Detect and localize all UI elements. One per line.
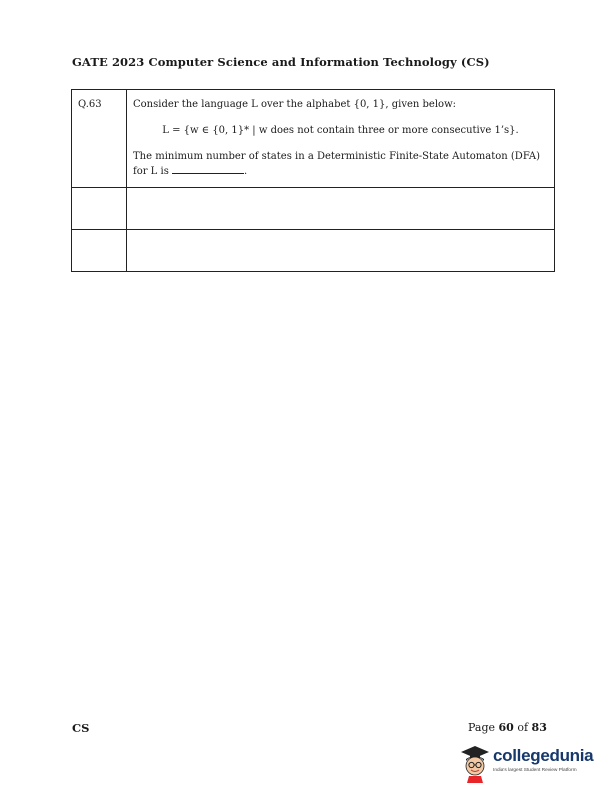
- question-prompt-suffix: .: [244, 166, 248, 177]
- language-definition: L = {w ∈ {0, 1}* | w does not contain three or more consecutive 1’s}.: [162, 125, 519, 136]
- page-of: of: [517, 721, 529, 734]
- question-prompt-prefix: for L is: [133, 166, 169, 177]
- mascot-logo-icon: [457, 743, 493, 783]
- footer-paper-code: CS: [72, 721, 90, 735]
- question-body: [127, 90, 555, 188]
- question-prompt-line1: The minimum number of states in a Deterministic Finite-State Automaton (DFA): [133, 151, 541, 162]
- empty-cell: [127, 188, 555, 230]
- empty-cell: [72, 230, 127, 272]
- logo-wordmark: collegedunia: [493, 746, 594, 765]
- question-table: [71, 89, 555, 272]
- empty-cell: [127, 230, 555, 272]
- page-header-title: GATE 2023 Computer Science and Information Technology (CS): [72, 55, 490, 69]
- empty-row: [72, 188, 555, 230]
- page-total: 83: [531, 721, 547, 734]
- question-number: Q.63: [72, 90, 127, 188]
- empty-row: [72, 230, 555, 272]
- question-prompt-line2: [133, 164, 548, 179]
- question-intro: Consider the language L over the alphabet {0, 1}, given below:: [133, 99, 456, 110]
- question-row: [72, 90, 555, 188]
- page-current: 60: [498, 721, 514, 734]
- answer-blank: [172, 164, 244, 174]
- logo-tagline: India's largest Student Review Platform: [493, 768, 577, 773]
- page-number: [468, 721, 547, 734]
- page-prefix: Page: [468, 721, 496, 734]
- empty-cell: [72, 188, 127, 230]
- collegedunia-logo: [457, 743, 597, 783]
